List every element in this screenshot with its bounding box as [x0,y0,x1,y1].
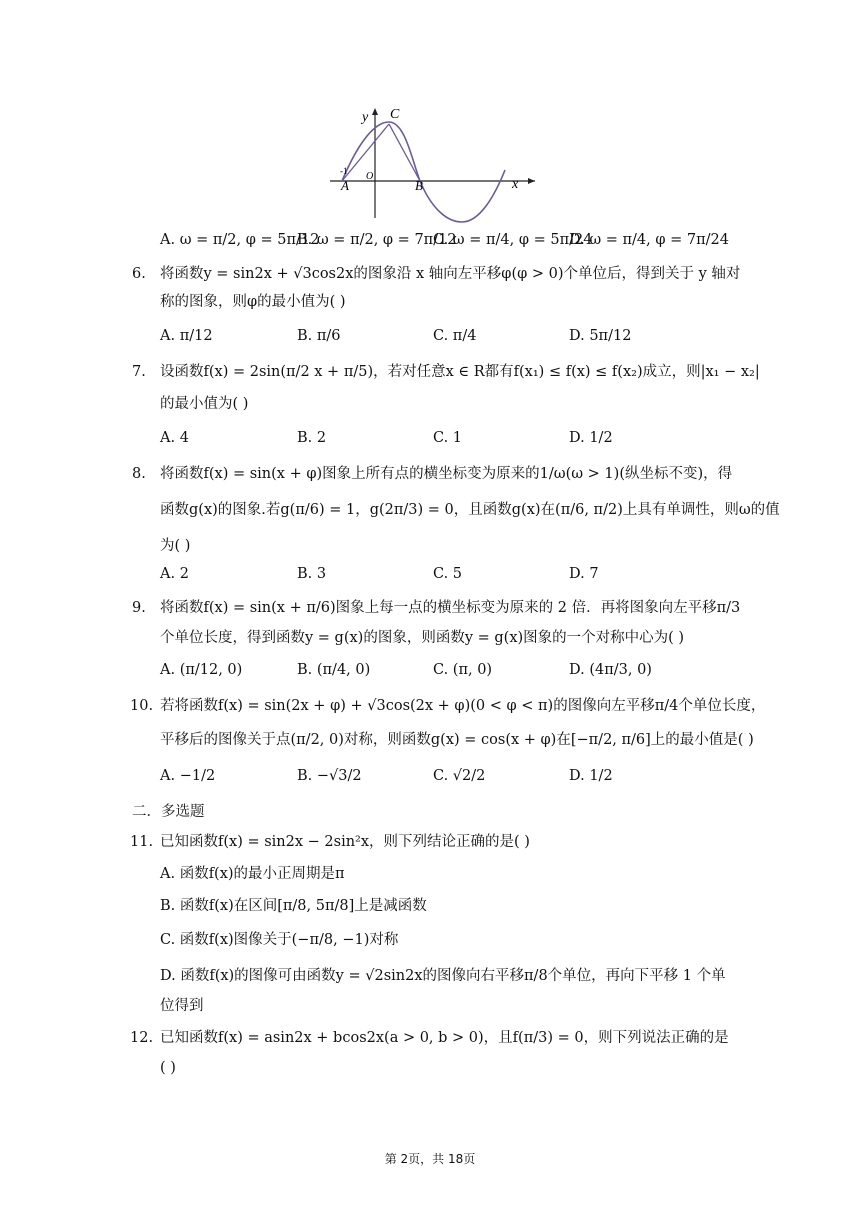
q8-stem-line-1: 将函数f(x) = sin(x + φ)图象上所有点的横坐标变为原来的1/ω(ω > 1)(纵坐标不变)，得 [160,466,733,482]
q10-stem-line-1: 若将函数f(x) = sin(2x + φ) + √3cos(2x + φ)(0 < φ < π)的图像向左平移π/4个单位长度， [160,698,766,714]
section-heading: 二．多选题 [132,804,205,820]
point-c-label: C [390,107,400,122]
q7-option-a: A. 4 [160,430,189,446]
q7-option-c: C. 1 [433,430,463,446]
q10-stem-line-2: 平移后的图像关于点(π/2, 0)对称，则函数g(x) = cos(x + φ)在[−π/2, π/6]上的最小值是( ) [160,732,754,748]
tick-label: -1 [340,166,348,176]
q11-option-d: D. 函数f(x)的图像可由函数y = √2sin2x的图像向右平移π/8个单位，再向下平移 1 个单 [160,968,726,984]
q11-option-c: C. 函数f(x)图像关于(−π/8, −1)对称 [160,932,399,948]
q11-number: 11. [130,834,154,850]
q5-option-c: C. ω = π/4, φ = 5π/24 [433,232,593,248]
q7-option-d: D. 1/2 [569,430,613,446]
q8-stem-line-3: 为( ) [160,538,191,554]
q9-stem-line-2: 个单位长度，得到函数y = g(x)的图象，则函数y = g(x)图象的一个对称中心为( ) [160,630,685,646]
q10-number: 10. [130,698,154,714]
q7-stem-line-1: 设函数f(x) = 2sin(π/2 x + π/5)，若对任意x ∈ R都有f(x₁) ≤ f(x) ≤ f(x₂)成立，则|x₁ − x₂| [160,364,760,380]
q9-option-d: D. (4π/3, 0) [569,662,652,678]
q5-option-a: A. ω = π/2, φ = 5π/12 [160,232,320,248]
page-footer: 第 2页，共 18页 [384,1152,476,1166]
q6-option-b: B. π/6 [297,328,341,344]
y-axis-label: y [362,110,369,125]
q8-option-d: D. 7 [569,566,599,582]
q11-stem: 已知函数f(x) = sin2x − 2sin²x，则下列结论正确的是( ) [160,834,530,850]
q10-option-d: D. 1/2 [569,768,613,784]
q6-stem-line-1: 将函数y = sin2x + √3cos2x的图象沿 x 轴向左平移φ(φ > 0)个单位后，得到关于 y 轴对 [160,266,741,282]
y-axis-arrow [372,108,378,115]
q9-number: 9. [132,600,146,616]
q12-stem-cont: ( ) [160,1060,176,1076]
q6-option-a: A. π/12 [160,328,213,344]
x-axis-arrow [528,178,535,184]
q11-option-a: A. 函数f(x)的最小正周期是π [160,866,345,882]
q6-option-d: D. 5π/12 [569,328,632,344]
q9-stem-line-1: 将函数f(x) = sin(x + π/6)图象上每一点的横坐标变为原来的 2 倍．再将图象向左平移π/3 [160,600,741,616]
q8-stem-line-2: 函数g(x)的图象.若g(π/6) = 1，g(2π/3) = 0，且函数g(x)在(π/6, π/2)上具有单调性，则ω的值 [160,502,780,518]
q10-option-c: C. √2/2 [433,768,486,784]
q9-option-c: C. (π, 0) [433,662,493,678]
q7-number: 7. [132,364,146,380]
q8-option-b: B. 3 [297,566,327,582]
q5-option-b: B. ω = π/2, φ = 7π/12 [297,232,457,248]
q11-option-b: B. 函数f(x)在区间[π/8, 5π/8]上是减函数 [160,898,427,914]
x-axis-label: x [512,177,519,192]
q11-option-d-cont: 位得到 [160,998,204,1014]
q6-option-c: C. π/4 [433,328,477,344]
q9-option-a: A. (π/12, 0) [160,662,243,678]
q9-option-b: B. (π/4, 0) [297,662,371,678]
point-a-label: A [341,178,349,193]
q7-stem-line-2: 的最小值为( ) [160,396,249,412]
q10-option-a: A. −1/2 [160,768,216,784]
q12-stem: 已知函数f(x) = asin2x + bcos2x(a > 0, b > 0)，且f(π/3) = 0，则下列说法正确的是 [160,1030,729,1046]
q8-option-c: C. 5 [433,566,463,582]
q8-option-a: A. 2 [160,566,189,582]
q8-number: 8. [132,466,146,482]
q7-option-b: B. 2 [297,430,327,446]
origin-label: O [366,171,374,182]
point-b-label: B [415,178,423,193]
sine-graph-figure [0,0,860,230]
q10-option-b: B. −√3/2 [297,768,362,784]
q5-option-d: D. ω = π/4, φ = 7π/24 [569,232,729,248]
q6-number: 6. [132,266,146,282]
q6-stem-line-2: 称的图象，则φ的最小值为( ) [160,294,346,310]
segment-cb [389,124,420,181]
q12-number: 12. [130,1030,154,1046]
